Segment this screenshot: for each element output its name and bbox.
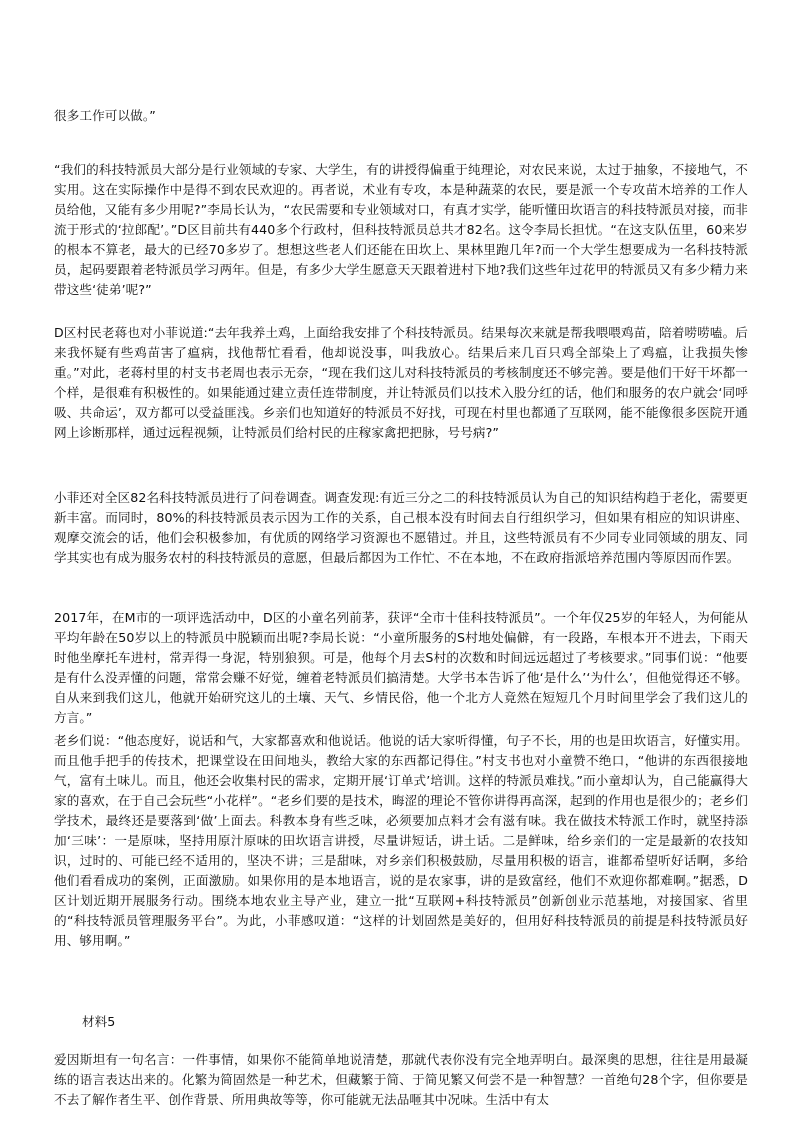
paragraph-5: 2017年，在M市的一项评选活动中，D区的小童名列前茅，获评“全市十佳科技特派员”。一个年仅25岁的年轻人，为何能从平均年龄在50岁以上的特派员中脱颖而出呢?李局长说：“小童所服务的S村地处偏僻，有一段路，车根本开不进去，下雨天时他坐摩托车进村，常弄得一身泥，特别狼狈。可是，他每个月去S村的次数和时间远远超过了考核要求。”同事们说：“他要是有什么没弄懂的问题，常常会赚不好觉，缠着老特派员们搞清楚。大学书本告诉了他‘是什么’‘为什么’，但他觉得还不够。自从来到我们这儿，他就开始研究这儿的土壤、天气、乡情民俗，他一个北方人竟然在短短几个月时间里学会了我们这儿的方言。”	[54, 610, 748, 725]
paragraph-4: 小菲还对全区82名科技特派员进行了问卷调查。调查发现:有近三分之二的科技特派员认为自己的知识结构趋于老化，需要更新丰富。而同时，80%的科技特派员表示因为工作的关系，自己根本没有时间去自行组织学习，但如果有相应的知识讲座、观摩交流会的话，他们会积极参加，有优质的网络学习资源也不愿错过。并且，这些特派员有不少同专业同领域的朋友、同学其实也有成为服务农村的科技特派员的意愿，但最后都因为工作忙、不在本地，不在政府指派培养范围内等原因而作罢。	[54, 490, 748, 565]
paragraph-final: 爱因斯坦有一句名言：一件事情，如果你不能简单地说清楚，那就代表你没有完全地弄明白。最深奥的思想，往往是用最凝练的语言表达出来的。化繁为简固然是一种艺术，但藏繁于简、于简见繁又何尝不是一种智慧？一首绝句28个字，但你要是不去了解作者生平、创作背景、所用典故等等，你可能就无法品咂其中况味。生活中有太	[54, 1052, 748, 1107]
paragraph-1: 很多工作可以做。”	[54, 108, 156, 123]
paragraph-3: D区村民老蒋也对小菲说道:“去年我养土鸡，上面给我安排了个科技特派员。结果每次来就是帮我喂喂鸡苗，陪着唠唠嗑。后来我怀疑有些鸡苗害了瘟病，找他帮忙看看，他却说没事，叫我放心。结果后来几百只鸡全部染上了鸡瘟，让我损失惨重。”对此，老蒋村里的村支书老周也表示无奈，“现在我们这儿对科技特派员的考核制度还不够完善。要是他们干好干坏都一个样，是很难有积极性的。如果能通过建立责任连带制度，并让特派员们以技术入股分红的话，他们和服务的农户就会‘同呼吸、共命运’，双方都可以受益匪浅。乡亲们也知道好的特派员不好找，可现在村里也都通了互联网，能不能像很多医院开通网上诊断那样，通过远程视频，让特派员们给村民的庄稼家禽把把脉，号号病?”	[54, 325, 748, 440]
paragraph-6: 老乡们说：“他态度好，说话和气，大家都喜欢和他说话。他说的话大家听得懂，句子不长，用的也是田坎语言，好懂实用。而且他手把手的传技术，把课堂设在田间地头，教给大家的东西都记得住。”村支书也对小童赞不绝口，“他讲的东西很接地气，富有土味儿。而且，他还会收集村民的需求，定期开展‘订单式’培训。这样的特派员难找。”而小童却认为，自己能赢得大家的喜欢，在于自己会玩些“小花样”。“老乡们要的是技术，晦涩的理论不管你讲得再高深，起到的作用也是很少的；老乡们学技术，最终还是要落到‘做’上面去。科教本身有些乏味，必须要加点料才会有滋有味。我在做技术特派工作时，就坚持添加‘三味’：一是原味，坚持用原汁原味的田坎语言讲授，尽量讲短话，讲土话。二是鲜味，给乡亲们的一定是最新的农技知识，过时的、可能已经不适用的，坚决不讲；三是甜味，对乡亲们积极鼓励，尽量用积极的语言，谁都希望听好话啊，多给他们看看成功的案例，正面激励。如果你用的是本地语言，说的是农家事，讲的是致富经，他们不欢迎你都难啊。”据悉，D区计划近期开展服务行动。围绕本地农业主导产业，建立一批“互联网+科技特派员”创新创业示范基地，对接国家、省里的“科技特派员管理服务平台”。为此，小菲感叹道：“这样的计划固然是美好的，但用好科技特派员的前提是科技特派员好用、够用啊。”	[54, 733, 748, 948]
section-heading: 材料5	[82, 1014, 116, 1029]
paragraph-2: “我们的科技特派员大部分是行业领域的专家、大学生，有的讲授得偏重于纯理论，对农民来说，太过于抽象，不接地气，不实用。这在实际操作中是得不到农民欢迎的。再者说，术业有专攻，本是种蔬菜的农民，要是派一个专攻苗木培养的工作人员给他，又能有多少用呢?”李局长认为，“农民需要和专业领域对口，有真才实学，能听懂田坎语言的科技特派员对接，而非流于形式的‘拉郎配’。”D区目前共有440多个行政村，但科技特派员总共才82名。这令李局长担忧。“在这支队伍里，60来岁的根本不算老，最大的已经70多岁了。想想这些老人们还能在田坎上、果林里跑几年?而一个大学生想要成为一名科技特派员，起码要跟着老特派员学习两年。但是，有多少大学生愿意天天跟着进村下地?我们这些年过花甲的特派员又有多少精力来带这些‘徒弟’呢?”	[54, 162, 748, 297]
